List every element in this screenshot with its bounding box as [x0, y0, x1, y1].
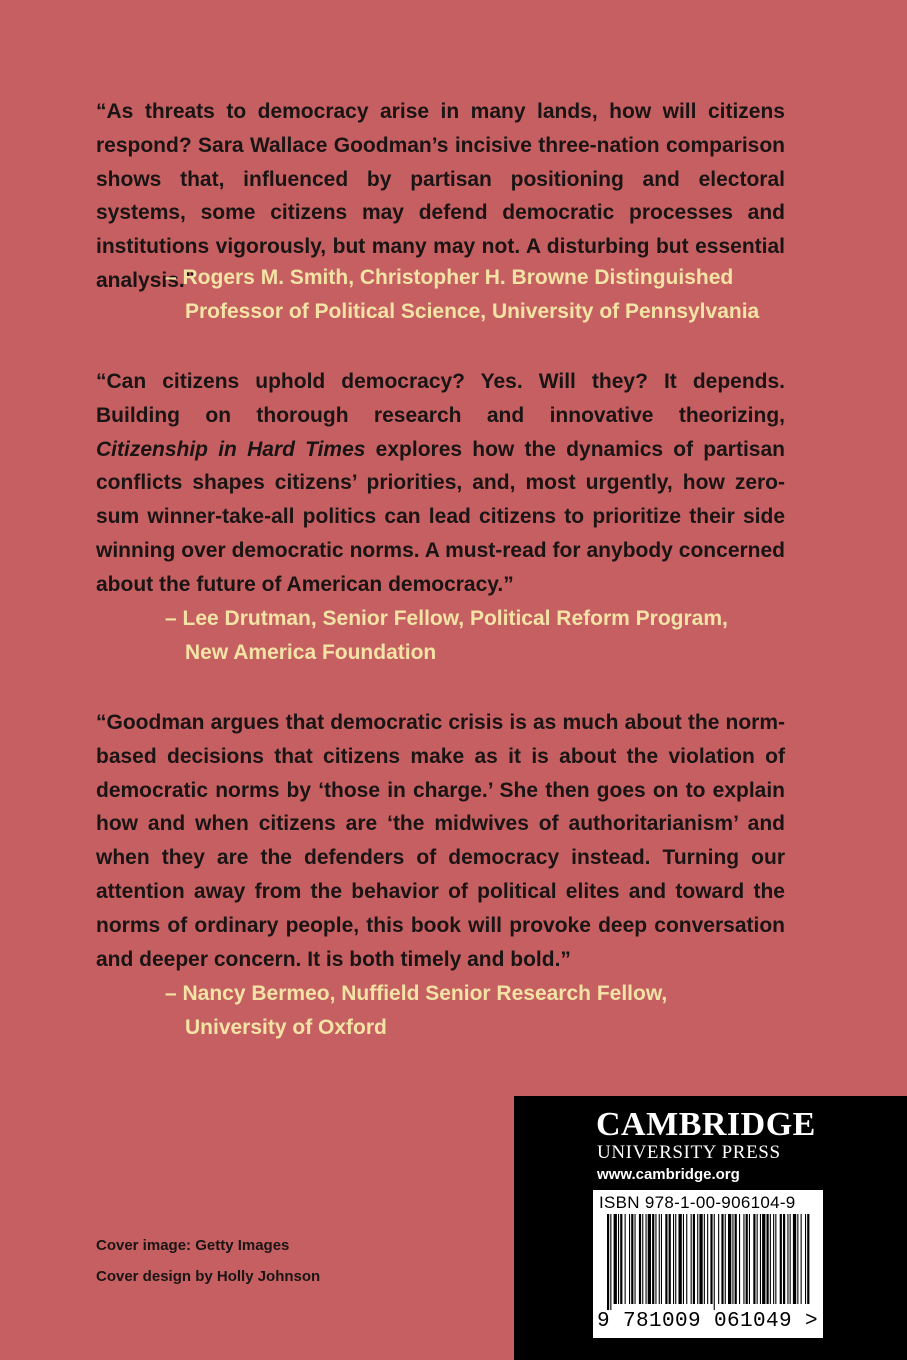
endorsement-1-quote: “As threats to democracy arise in many lands, how will citizens respond? Sara Wallace Goodman’s incisive three-nation comparison shows that, influenced by partisan positioning and electoral systems, some citizens may defend democratic processes and institutions vigorously, but many may not. A disturbing but essential analysis.”	[96, 100, 785, 292]
endorsement-2-attribution-line1: – Lee Drutman, Senior Fellow, Political Reform Program,	[165, 607, 728, 630]
endorsement-2-quote	[96, 365, 785, 602]
endorsement-1-attribution-line1: – Rogers M. Smith, Christopher H. Browne Distinguished	[165, 266, 734, 289]
publisher-url: www.cambridge.org	[597, 1166, 740, 1183]
endorsement-1-attribution	[165, 261, 759, 329]
publisher-panel	[514, 1096, 907, 1360]
barcode-box	[593, 1190, 823, 1338]
isbn-label: ISBN 978-1-00-906104-9	[599, 1193, 796, 1212]
endorsement-3-attribution-line2: University of Oxford	[185, 1015, 387, 1039]
endorsement-2-attribution-line2: New America Foundation	[185, 640, 437, 664]
barcode-icon	[607, 1214, 811, 1310]
endorsement-2-quote-part1: “Can citizens uphold democracy? Yes. Will they? It depends. Building on thorough research and innovative theorizing,	[96, 370, 785, 427]
endorsement-2-quote-part2: explores how the dynamics of partisan conflicts shapes citizens’ priorities, and, most urgently, how zero-sum winner-take-all politics can lead citizens to prioritize their side winning over democratic norms. A must-read for anybody concerned about the future of American democracy.”	[96, 437, 785, 596]
endorsement-3-quote: “Goodman argues that democratic crisis is as much about the norm-based decisions that citizens make as it is about the violation of democratic norms by ‘those in charge.’ She then goes on to explain how and when citizens are ‘the midwives of authoritarianism’ and when they are the defenders of democracy instead. Turning our attention away from the behavior of political elites and toward the norms of ordinary people, this book will provoke deep conversation and deeper concern. It is both timely and bold.”	[96, 711, 785, 971]
cover-credits	[96, 1230, 320, 1292]
endorsement-3-attribution	[165, 977, 667, 1045]
book-title: Citizenship in Hard Times	[96, 437, 366, 461]
endorsement-2-attribution	[165, 602, 728, 670]
endorsement-3-attribution-line1: – Nancy Bermeo, Nuffield Senior Research Fellow,	[165, 982, 668, 1005]
endorsement-1-attribution-line2: Professor of Political Science, University of Pennsylvania	[185, 299, 760, 323]
publisher-subname: UNIVERSITY PRESS	[597, 1142, 781, 1163]
cover-design-credit: Cover design by Holly Johnson	[96, 1268, 321, 1285]
publisher-name: CAMBRIDGE	[596, 1106, 816, 1143]
ean-digits: 9 781009 061049 >	[597, 1310, 819, 1333]
cover-image-credit: Cover image: Getty Images	[96, 1237, 290, 1254]
